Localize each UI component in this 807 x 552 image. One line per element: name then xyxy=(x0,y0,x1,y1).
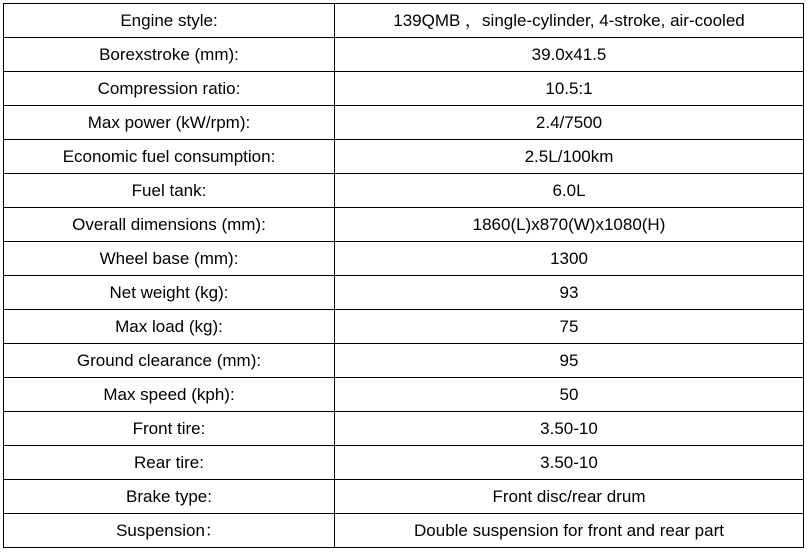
spec-label: Compression ratio: xyxy=(4,72,335,106)
spec-label: Fuel tank: xyxy=(4,174,335,208)
spec-row xyxy=(4,412,804,446)
spec-value: 139QMB ，single-cylinder, 4-stroke, air-cooled xyxy=(335,4,804,38)
spec-value: 93 xyxy=(335,276,804,310)
spec-label: Max power (kW/rpm): xyxy=(4,106,335,140)
spec-row xyxy=(4,514,804,548)
spec-value: 39.0x41.5 xyxy=(335,38,804,72)
spec-label: Max load (kg): xyxy=(4,310,335,344)
spec-row xyxy=(4,38,804,72)
spec-value: 50 xyxy=(335,378,804,412)
spec-label: Economic fuel consumption: xyxy=(4,140,335,174)
spec-label: Brake type: xyxy=(4,480,335,514)
spec-label: Wheel base (mm): xyxy=(4,242,335,276)
spec-row xyxy=(4,310,804,344)
spec-row xyxy=(4,242,804,276)
spec-row xyxy=(4,208,804,242)
spec-value: 75 xyxy=(335,310,804,344)
spec-row xyxy=(4,106,804,140)
spec-value: 3.50-10 xyxy=(335,446,804,480)
spec-row xyxy=(4,378,804,412)
spec-value: 95 xyxy=(335,344,804,378)
spec-row xyxy=(4,72,804,106)
spec-label: Engine style: xyxy=(4,4,335,38)
spec-row xyxy=(4,174,804,208)
spec-label: Rear tire: xyxy=(4,446,335,480)
spec-row xyxy=(4,276,804,310)
spec-value: Double suspension for front and rear part xyxy=(335,514,804,548)
spec-value: 1300 xyxy=(335,242,804,276)
spec-value: 3.50-10 xyxy=(335,412,804,446)
spec-label: Overall dimensions (mm): xyxy=(4,208,335,242)
specification-table xyxy=(3,3,804,548)
spec-label: Ground clearance (mm): xyxy=(4,344,335,378)
spec-label: Suspension： xyxy=(4,514,335,548)
spec-label: Net weight (kg): xyxy=(4,276,335,310)
spec-value: 6.0L xyxy=(335,174,804,208)
spec-label: Max speed (kph): xyxy=(4,378,335,412)
spec-label: Borexstroke (mm): xyxy=(4,38,335,72)
spec-row xyxy=(4,140,804,174)
spec-value: Front disc/rear drum xyxy=(335,480,804,514)
spec-row xyxy=(4,446,804,480)
spec-value: 10.5:1 xyxy=(335,72,804,106)
spec-value: 2.5L/100km xyxy=(335,140,804,174)
spec-value: 1860(L)x870(W)x1080(H) xyxy=(335,208,804,242)
spec-label: Front tire: xyxy=(4,412,335,446)
spec-row xyxy=(4,344,804,378)
spec-value: 2.4/7500 xyxy=(335,106,804,140)
specification-table-body xyxy=(4,4,804,548)
spec-row xyxy=(4,480,804,514)
spec-row xyxy=(4,4,804,38)
